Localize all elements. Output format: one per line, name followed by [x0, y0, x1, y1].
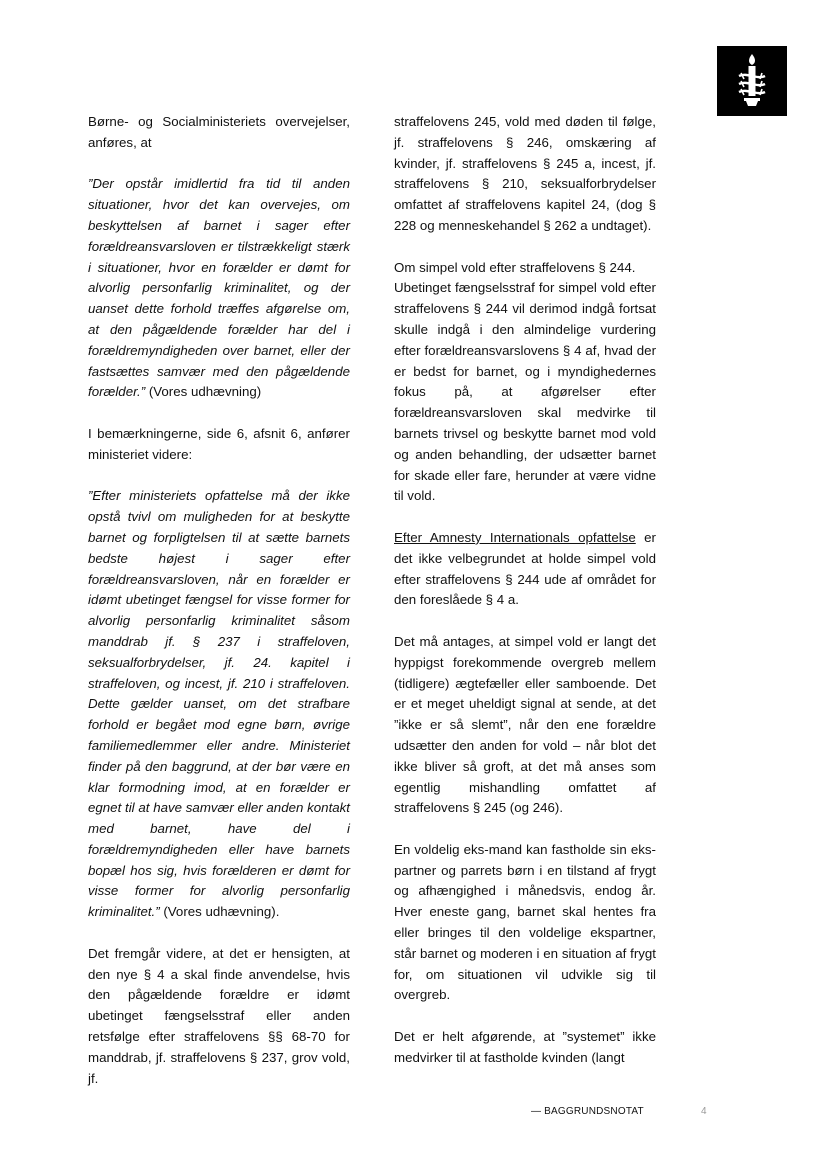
amnesty-logo — [717, 46, 787, 116]
right-paragraph-2-title: Om simpel vold efter straffelovens § 244. — [394, 259, 636, 275]
page-number: 4 — [701, 1106, 707, 1117]
page-footer — [0, 1106, 827, 1122]
quote-1-emphasis-note: (Vores udhævning) — [145, 384, 262, 400]
candle-icon — [717, 46, 787, 116]
right-paragraph-5: En voldelig eks-mand kan fastholde sin eks-partner og parrets børn i en tilstand af frygt og afhængighed i månedsvis, endog år. Hver eneste gang, barnet skal hentes fra eller bringes til den voldelige ekspartner, står barnet og moderen i en situation af frygt for, om situationen vil udvikle sig til overgreb. — [394, 841, 656, 1003]
left-quote-2 — [88, 486, 350, 923]
quote-2-emphasis-note: (Vores udhævning). — [159, 904, 280, 920]
right-paragraph-4: Det må antages, at simpel vold er langt det hyppigst forekommende overgreb mellem (tidligere) ægtefæller eller samboende. Det er et meget uheldigt signal at sende, at det ”ikke er så slemt”, når den ene forældre udsætter den anden for vold – når blot det ikke bliver så groft, at det må anses som egentlig mishandling omfattet af straffelovens § 245 (og 246). — [394, 633, 656, 816]
amnesty-opinion-underlined: Efter Amnesty Internationals opfattelse — [394, 529, 636, 545]
right-column — [394, 112, 656, 1069]
left-paragraph-3: Det fremgår videre, at det er hensigten, at den nye § 4 a skal finde anvendelse, hvis den pågældende forældre er idømt ubetinget fængselsstraf eller anden retsfølge efter straffelovens §§ 68-70 for manddrab, jf. straffelovens § 237, grov vold, jf. — [88, 945, 350, 1086]
right-paragraph-2-body: Ubetinget fængselsstraf for simpel vold efter straffelovens § 244 vil derimod indgå fortsat skulle indgå i den almindelige vurdering efter forældreansvarslovens § 4 af, hvad der er bedst for barnet, og i myndighedernes fokus på, at afgørelser efter forældreansvarsloven skal medvirke til barnets trivsel og beskytte barnet mod vold og anden behandling, der udsætter barnet for skade eller fare, herunder at være vidne til vold. — [394, 280, 656, 504]
right-paragraph-2 — [394, 258, 656, 508]
quote-text-2: ”Efter ministeriets opfattelse må der ikke opstå tvivl om muligheden for at beskytte barnet og forpligtelsen til at sætte barnets bedste højest i sager efter forældreansvarsloven, når en forælder er idømt ubetinget fængsel for visse former for alvorlig personfarlig kriminalitet såsom manddrab jf. § 237 i straffeloven, seksualforbrydelser, jf. 24. kapitel i straffeloven, og incest, jf. 210 i straffeloven. Dette gælder uanset, om det strafbare forhold er begået mod egne børn, øvrige familiemedlemmer eller andre. Ministeriet finder på den baggrund, at der bør være en klar formodning imod, at en forælder er egnet til at have samvær eller anden kontakt med barnet, have del i forældremyndigheden eller have barnets bopæl hos sig, hvis forælderen er dømt for visse former for alvorlig personfarlig kriminalitet.” — [88, 488, 350, 920]
right-paragraph-3 — [394, 528, 656, 611]
right-paragraph-3-body: er det ikke velbegrundet at holde simpel vold efter straffelovens § 244 ude af området for den foreslåede § 4 a. — [394, 529, 656, 608]
left-paragraph-1: Børne- og Socialministeriets overvejelser, anføres, at — [88, 114, 350, 150]
quote-text-1: ”Der opstår imidlertid fra tid til anden situationer, hvor det kan overvejes, om beskyttelsen af barnet i sager efter forældreansvarsloven er tilstrækkeligt stærk i situationer, hvor en forælder er dømt for alvorlig personfarlig kriminalitet, og der uanset dette forhold træffes afgørelse om, at den pågældende forælder har del i forældremyndigheden over barnet, eller der fastsættes samvær med den pågældende forælder.” — [88, 176, 350, 400]
footer-label: — BAGGRUNDSNOTAT — [531, 1106, 644, 1117]
right-paragraph-6: Det er helt afgørende, at ”systemet” ikke medvirker til at fastholde kvinden (langt — [394, 1029, 656, 1065]
left-column — [88, 112, 350, 1089]
right-paragraph-1: straffelovens 245, vold med døden til følge, jf. straffelovens § 246, omskæring af kvinder, jf. straffelovens § 245 a, incest, jf. straffelovens § 210, seksualforbrydelser omfattet af straffelovens kapitel 24, (dog § 228 og menneskehandel § 262 a undtaget). — [394, 114, 656, 233]
left-paragraph-2: I bemærkningerne, side 6, afsnit 6, anfører ministeriet videre: — [88, 425, 350, 462]
left-quote-1 — [88, 174, 350, 403]
